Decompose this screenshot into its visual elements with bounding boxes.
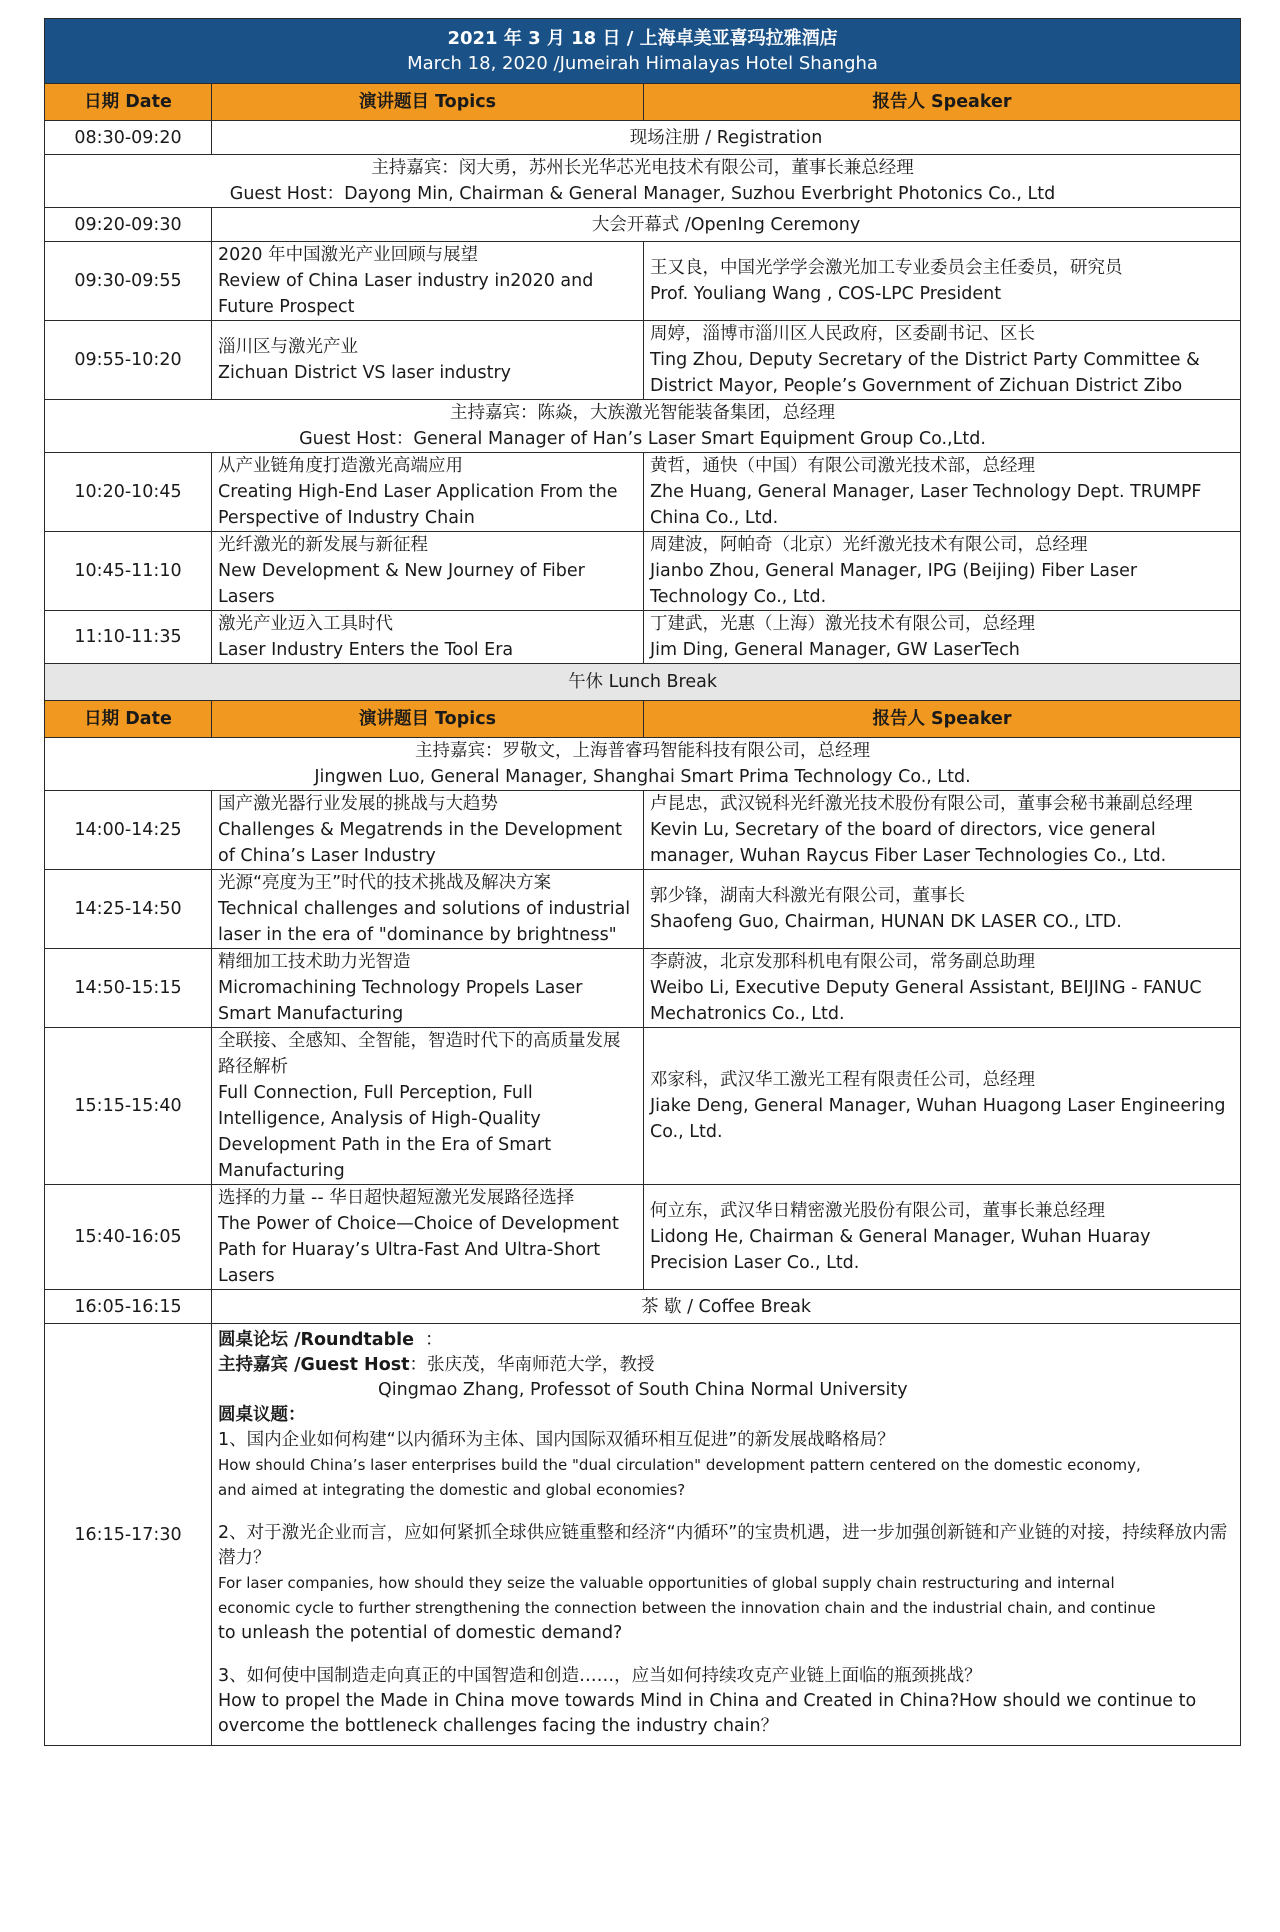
topic-chinese: 光纤激光的新发展与新征程 xyxy=(218,535,428,555)
question-1-chinese: 1、国内企业如何构建“以内循环为主体、国内国际双循环相互促进”的新发展战略格局？ xyxy=(218,1430,895,1450)
lunch-break-label: 午休 Lunch Break xyxy=(45,664,1241,701)
topic-chinese: 国产激光器行业发展的挑战与大趋势 xyxy=(218,794,498,814)
host-row xyxy=(45,400,1241,453)
spacer xyxy=(218,1503,1234,1521)
talk-topic xyxy=(212,453,644,532)
question-3-chinese: 3、如何使中国制造走向真正的中国智造和创造……，应当如何持续攻克产业链上面临的瓶颈挑战？ xyxy=(218,1666,982,1686)
speaker-english: Zhe Huang, General Manager, Laser Technology Dept. TRUMPF China Co., Ltd. xyxy=(650,482,1202,528)
talk-topic xyxy=(212,791,644,870)
host-chinese: 主持嘉宾：闵大勇，苏州长光华芯光电技术有限公司，董事长兼总经理 xyxy=(371,158,914,178)
topic-english: New Development & New Journey of Fiber Lasers xyxy=(218,561,585,607)
session-label: 茶 歇 / Coffee Break xyxy=(212,1290,1241,1324)
topic-english: Review of China Laser industry in2020 and Future Prospect xyxy=(218,271,594,317)
speaker-english: Ting Zhou, Deputy Secretary of the District Party Committee & District Mayor, People’s Government of Zichuan District Zibo xyxy=(650,350,1200,396)
host-english: Jingwen Luo, General Manager, Shanghai Smart Prima Technology Co., Ltd. xyxy=(314,767,971,787)
talk-speaker xyxy=(644,611,1241,664)
talk-time: 14:25-14:50 xyxy=(45,870,212,949)
talk-speaker xyxy=(644,321,1241,400)
question-1-english-line2: and aimed at integrating the domestic and global economies? xyxy=(218,1481,686,1499)
question-2-english-line2: economic cycle to further strengthening the connection between the innovation chain and the industrial chain, and continue xyxy=(218,1599,1156,1617)
speaker-english: Jim Ding, General Manager, GW LaserTech xyxy=(650,640,1020,660)
host-chinese: 主持嘉宾：陈焱，大族激光智能装备集团，总经理 xyxy=(450,403,836,423)
speaker-english: Shaofeng Guo, Chairman, HUNAN DK LASER CO., LTD. xyxy=(650,912,1122,932)
talk-speaker xyxy=(644,1028,1241,1185)
title-row xyxy=(45,19,1241,84)
talk-time: 15:40-16:05 xyxy=(45,1185,212,1290)
speaker-chinese: 李蔚波，北京发那科机电有限公司，常务副总助理 xyxy=(650,952,1035,972)
agenda-title xyxy=(45,19,1241,84)
speaker-chinese: 卢昆忠，武汉锐科光纤激光技术股份有限公司，董事会秘书兼副总经理 xyxy=(650,794,1193,814)
speaker-english: Jiake Deng, General Manager, Wuhan Huagong Laser Engineering Co., Ltd. xyxy=(650,1096,1226,1142)
session-label: 大会开幕式 /OpenIng Ceremony xyxy=(212,208,1241,242)
speaker-english: Jianbo Zhou, General Manager, IPG (Beijing) Fiber Laser Technology Co., Ltd. xyxy=(650,561,1138,607)
speaker-chinese: 王又良，中国光学学会激光加工专业委员会主任委员，研究员 xyxy=(650,258,1123,278)
topic-chinese: 全联接、全感知、全智能，智造时代下的高质量发展路径解析 xyxy=(218,1031,621,1077)
roundtable-host-label: 主持嘉宾 /Guest Host xyxy=(218,1355,410,1375)
talk-row xyxy=(45,321,1241,400)
topic-english: Laser Industry Enters the Tool Era xyxy=(218,640,514,660)
topic-chinese: 激光产业迈入工具时代 xyxy=(218,614,393,634)
roundtable-time: 16:15-17:30 xyxy=(45,1324,212,1746)
topic-english: Creating High-End Laser Application From the Perspective of Industry Chain xyxy=(218,482,618,528)
column-header-topic: 演讲题目 Topics xyxy=(212,701,644,738)
question-2-english-line1: For laser companies, how should they seize the valuable opportunities of global supply chain restructuring and internal xyxy=(218,1574,1115,1592)
question-2-english-line3: to unleash the potential of domestic demand? xyxy=(218,1623,623,1643)
host-row xyxy=(45,738,1241,791)
talk-speaker xyxy=(644,453,1241,532)
talk-topic xyxy=(212,321,644,400)
talk-row xyxy=(45,453,1241,532)
roundtable-host-english: Qingmao Zhang, Professot of South China Normal University xyxy=(378,1380,908,1400)
roundtable-host-chinese: ：张庆茂，华南师范大学，教授 xyxy=(409,1355,655,1375)
topic-english: Zichuan District VS laser industry xyxy=(218,363,512,383)
talk-row xyxy=(45,949,1241,1028)
talk-speaker xyxy=(644,949,1241,1028)
agenda-table xyxy=(44,18,1241,1746)
topic-english: Full Connection, Full Perception, Full Intelligence, Analysis of High-Quality Development Path in the Era of Smart Manufacturing xyxy=(218,1083,552,1181)
title-english: March 18, 2020 /Jumeirah Himalayas Hotel Shangha xyxy=(407,53,878,74)
talk-topic xyxy=(212,870,644,949)
speaker-chinese: 郭少锋，湖南大科激光有限公司，董事长 xyxy=(650,886,965,906)
column-header-date: 日期 Date xyxy=(45,701,212,738)
topic-chinese: 从产业链角度打造激光高端应用 xyxy=(218,456,463,476)
speaker-english: Kevin Lu, Secretary of the board of directors, vice general manager, Wuhan Raycus Fiber Laser Technologies Co., Ltd. xyxy=(650,820,1167,866)
talk-time: 10:45-11:10 xyxy=(45,532,212,611)
talk-time: 14:00-14:25 xyxy=(45,791,212,870)
talk-row xyxy=(45,1185,1241,1290)
talk-time: 15:15-15:40 xyxy=(45,1028,212,1185)
question-1-english-line1: How should China’s laser enterprises build the "dual circulation" development pattern centered on the domestic economy, xyxy=(218,1456,1141,1474)
talk-topic xyxy=(212,242,644,321)
host-english: Guest Host：General Manager of Han’s Laser Smart Equipment Group Co.,Ltd. xyxy=(299,429,986,449)
speaker-english: Weibo Li, Executive Deputy General Assistant, BEIJING - FANUC Mechatronics Co., Ltd. xyxy=(650,978,1202,1024)
session-time: 09:20-09:30 xyxy=(45,208,212,242)
talk-speaker xyxy=(644,870,1241,949)
roundtable-host xyxy=(218,1353,1234,1378)
talk-topic xyxy=(212,1185,644,1290)
column-header-row xyxy=(45,701,1241,738)
roundtable-topics-label: 圆桌议题： xyxy=(218,1405,306,1425)
talk-row xyxy=(45,242,1241,321)
speaker-chinese: 黄哲，通快（中国）有限公司激光技术部，总经理 xyxy=(650,456,1035,476)
talk-time: 10:20-10:45 xyxy=(45,453,212,532)
speaker-chinese: 周建波，阿帕奇（北京）光纤激光技术有限公司，总经理 xyxy=(650,535,1088,555)
column-header-topic: 演讲题目 Topics xyxy=(212,84,644,121)
talk-row xyxy=(45,611,1241,664)
host-english: Guest Host：Dayong Min, Chairman & General Manager, Suzhou Everbright Photonics Co., Ltd xyxy=(229,184,1056,204)
talk-row xyxy=(45,870,1241,949)
spacer xyxy=(218,1646,1234,1664)
guest-host-1 xyxy=(45,155,1241,208)
talk-time: 09:55-10:20 xyxy=(45,321,212,400)
topic-chinese: 2020 年中国激光产业回顾与展望 xyxy=(218,245,479,265)
talk-speaker xyxy=(644,532,1241,611)
roundtable-details xyxy=(212,1324,1241,1746)
topic-english: Challenges & Megatrends in the Development of China’s Laser Industry xyxy=(218,820,623,866)
talk-time: 11:10-11:35 xyxy=(45,611,212,664)
topic-chinese: 淄川区与激光产业 xyxy=(218,337,358,357)
topic-chinese: 精细加工技术助力光智造 xyxy=(218,952,411,972)
registration-row xyxy=(45,121,1241,155)
question-3-english: How to propel the Made in China move towards Mind in China and Created in China?How should we continue to overcome the bottleneck challenges facing the industry chain？ xyxy=(218,1691,1197,1736)
roundtable-title-label: 圆桌论坛 /Roundtable xyxy=(218,1330,414,1350)
talk-row xyxy=(45,1028,1241,1185)
talk-speaker xyxy=(644,1185,1241,1290)
host-chinese: 主持嘉宾：罗敬文，上海普睿玛智能科技有限公司，总经理 xyxy=(415,741,871,761)
talk-topic xyxy=(212,611,644,664)
topic-chinese: 选择的力量 -- 华日超快超短激光发展路径选择 xyxy=(218,1188,575,1208)
column-header-speaker: 报告人 Speaker xyxy=(644,84,1241,121)
column-header-row xyxy=(45,84,1241,121)
talk-time: 14:50-15:15 xyxy=(45,949,212,1028)
coffee-break-row xyxy=(45,1290,1241,1324)
title-chinese: 2021 年 3 月 18 日 / 上海卓美亚喜玛拉雅酒店 xyxy=(447,28,838,49)
column-header-date: 日期 Date xyxy=(45,84,212,121)
speaker-chinese: 丁建武，光惠（上海）激光技术有限公司，总经理 xyxy=(650,614,1035,634)
guest-host-2 xyxy=(45,400,1241,453)
talk-speaker xyxy=(644,242,1241,321)
speaker-english: Prof. Youliang Wang , COS-LPC President xyxy=(650,284,1002,304)
roundtable-title xyxy=(218,1328,1234,1353)
topic-english: Micromachining Technology Propels Laser Smart Manufacturing xyxy=(218,978,583,1024)
column-header-speaker: 报告人 Speaker xyxy=(644,701,1241,738)
roundtable-row xyxy=(45,1324,1241,1746)
talk-time: 09:30-09:55 xyxy=(45,242,212,321)
talk-topic xyxy=(212,949,644,1028)
host-row xyxy=(45,155,1241,208)
speaker-english: Lidong He, Chairman & General Manager, Wuhan Huaray Precision Laser Co., Ltd. xyxy=(650,1227,1151,1273)
topic-chinese: 光源“亮度为王”时代的技术挑战及解决方案 xyxy=(218,873,552,893)
speaker-chinese: 邓家科，武汉华工激光工程有限责任公司，总经理 xyxy=(650,1070,1035,1090)
speaker-chinese: 何立东，武汉华日精密激光股份有限公司，董事长兼总经理 xyxy=(650,1201,1105,1221)
topic-english: Technical challenges and solutions of industrial laser in the era of "dominance by brightness" xyxy=(218,899,631,945)
talk-speaker xyxy=(644,791,1241,870)
roundtable-title-colon: ： xyxy=(425,1330,443,1350)
agenda-sheet xyxy=(44,18,1240,1746)
speaker-chinese: 周婷，淄博市淄川区人民政府，区委副书记、区长 xyxy=(650,324,1035,344)
session-time: 08:30-09:20 xyxy=(45,121,212,155)
session-time: 16:05-16:15 xyxy=(45,1290,212,1324)
talk-row xyxy=(45,532,1241,611)
talk-row xyxy=(45,791,1241,870)
session-label: 现场注册 / Registration xyxy=(212,121,1241,155)
lunch-break-row xyxy=(45,664,1241,701)
talk-topic xyxy=(212,532,644,611)
opening-row xyxy=(45,208,1241,242)
talk-topic xyxy=(212,1028,644,1185)
topic-english: The Power of Choice—Choice of Development Path for Huaray’s Ultra-Fast And Ultra-Short Lasers xyxy=(218,1214,619,1286)
guest-host-3 xyxy=(45,738,1241,791)
question-2-chinese: 2、对于激光企业而言，应如何紧抓全球供应链重整和经济“内循环”的宝贵机遇，进一步加强创新链和产业链的对接，持续释放内需潜力？ xyxy=(218,1523,1228,1568)
